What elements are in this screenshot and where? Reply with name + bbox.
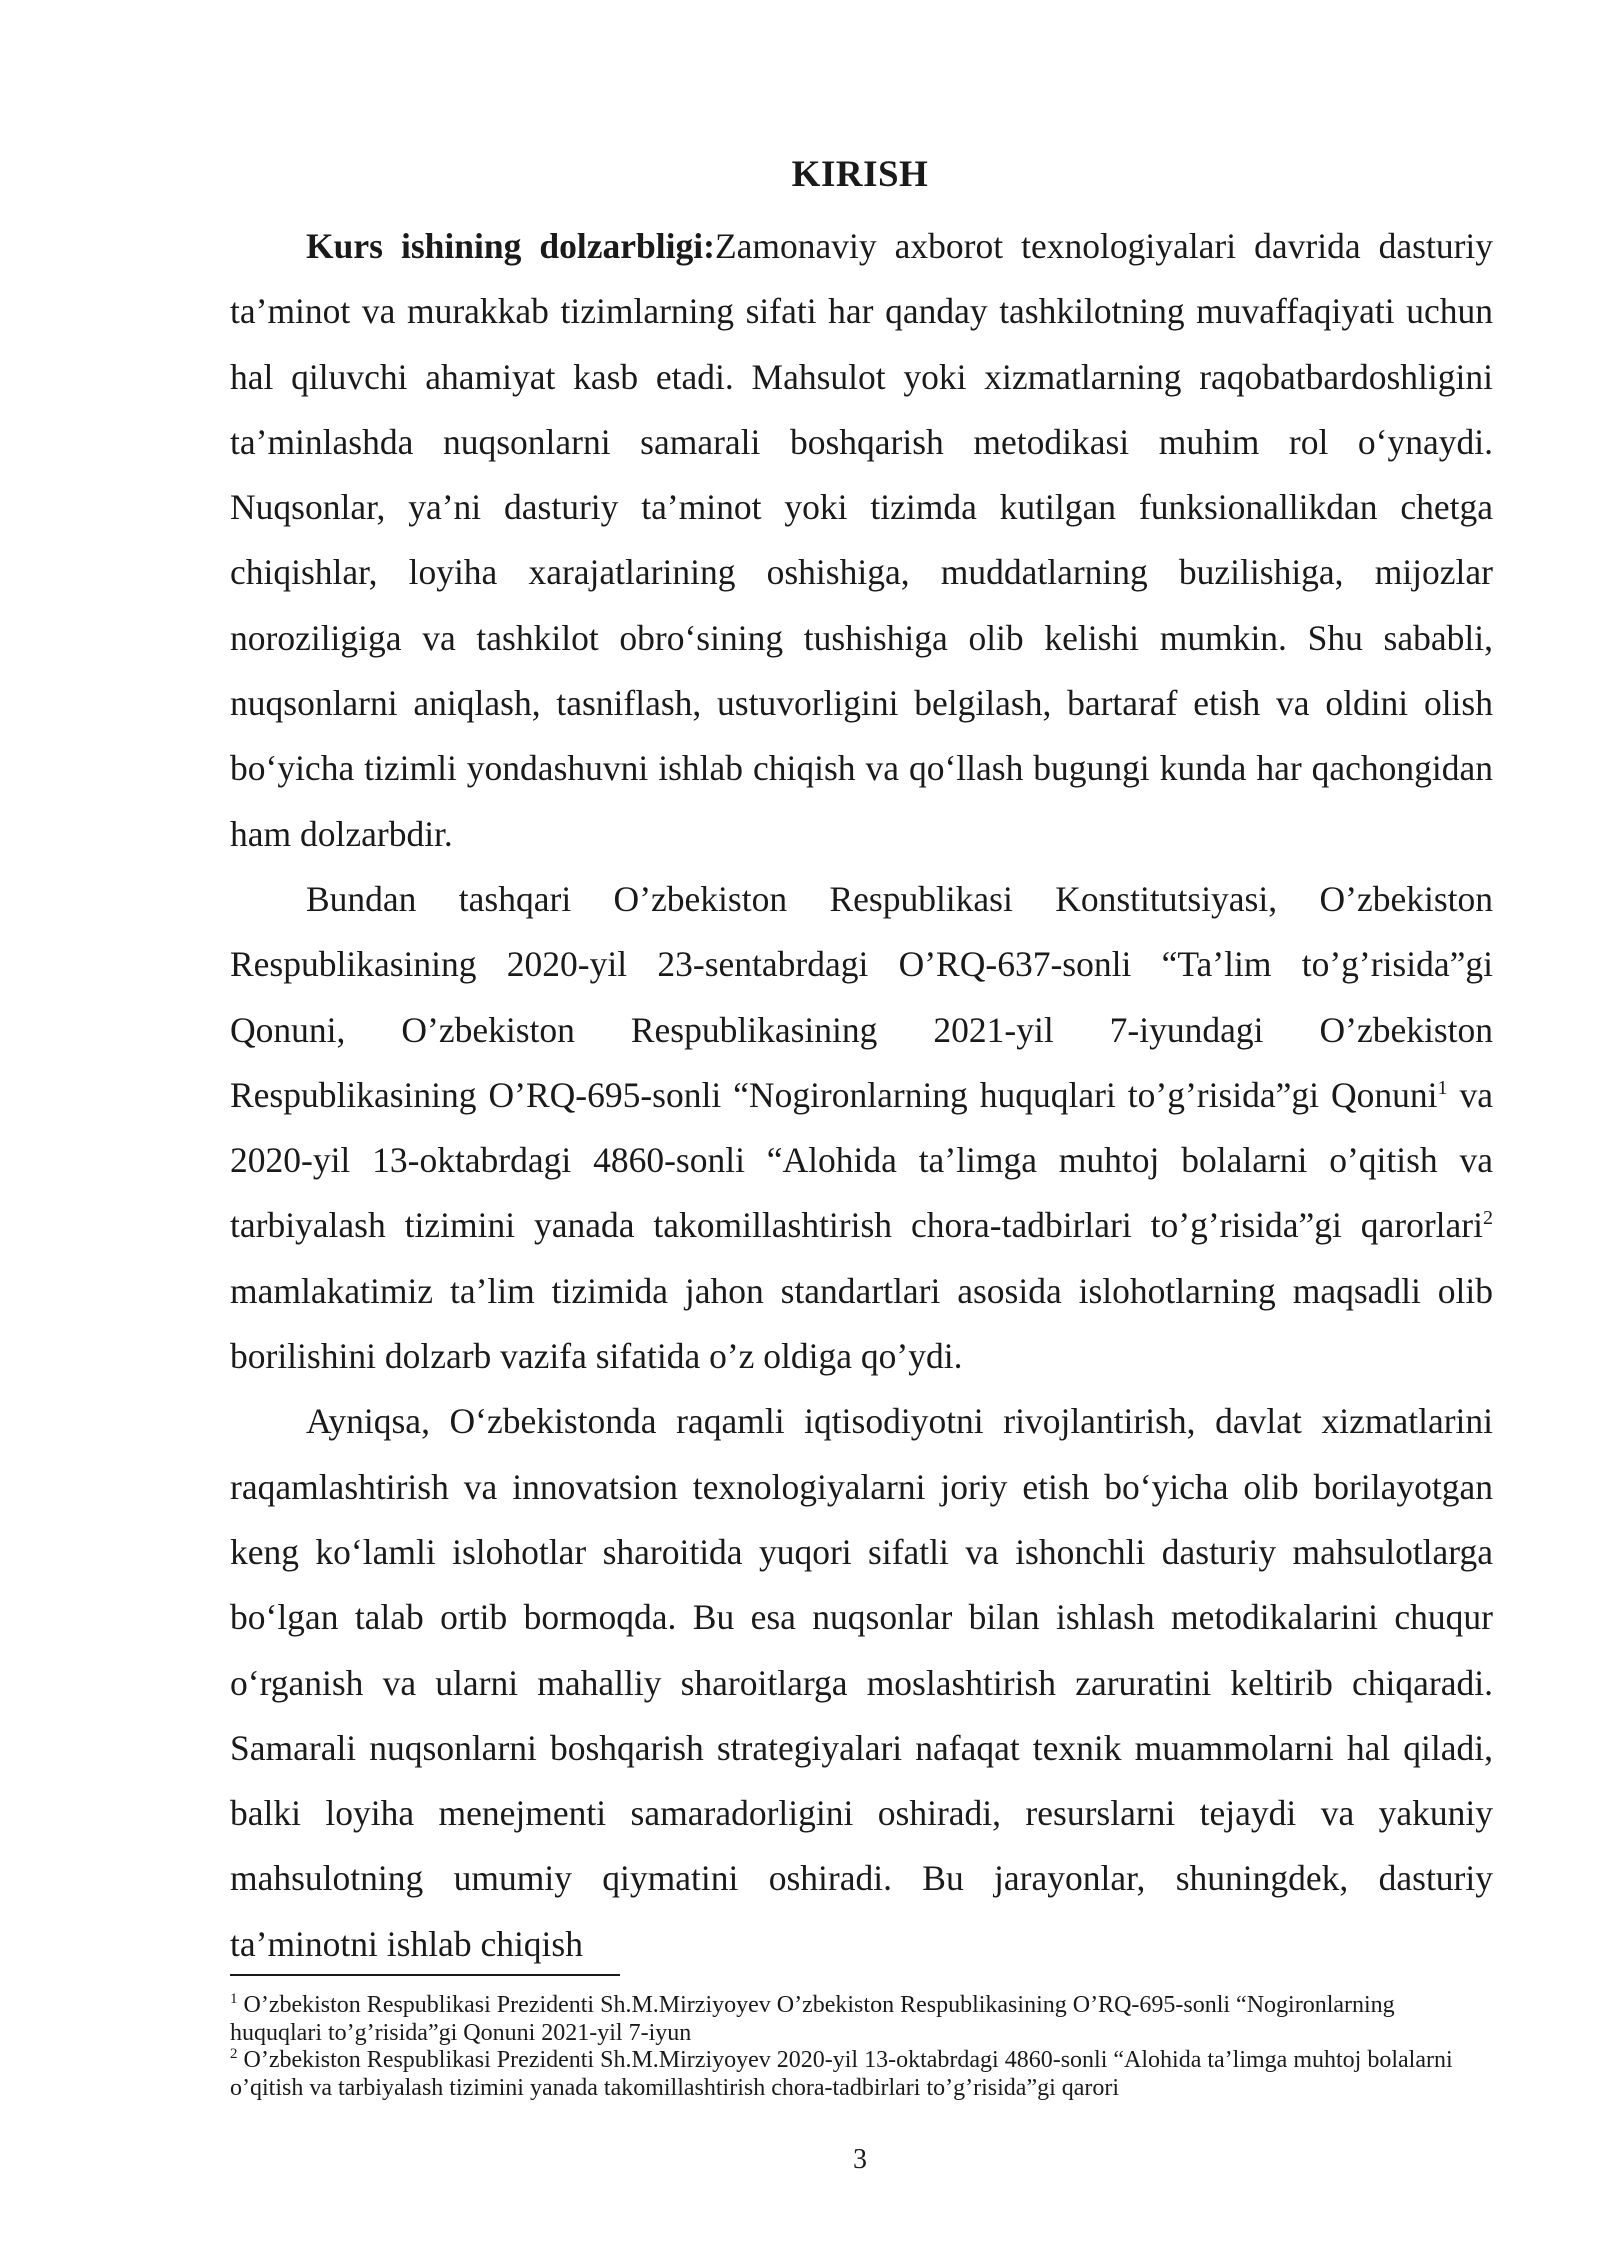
paragraph-text: mamlakatimiz ta’lim tizimida jahon standartlari asosida islohotlarning maqsadli olib borilishini dolzarb vazifa sifatida o’z oldiga qo’ydi. [230,1270,1493,1377]
footnote-marker: 1 [230,1991,238,2007]
paragraph-text: Ayniqsa, O‘zbekistonda raqamli iqtisodiyotni rivojlantirish, davlat xizmatlarini raqamlashtirish va innovatsion texnologiyalarni joriy etish bo‘yicha olib borilayotgan keng ko‘lamli islohotlar sharoitida yuqori sifatli va ishonchli dasturiy mahsulotlarga bo‘lgan talab ortib bormoqda. Bu esa nuqsonlar bilan ishlash metodikalarini chuqur o‘rganish va ularni mahalliy sharoitlarga moslashtirish zaruratini keltirib chiqaradi. Samarali nuqsonlarni boshqarish strategiyalari nafaqat texnik muammolarni hal qiladi, balki loyiha menejmenti samaradorligini oshiradi, resurslarni tejaydi va yakuniy mahsulotning umumiy qiymatini oshiradi. Bu jarayonlar, shuningdek, dasturiy ta’minotni ishlab chiqish [230,1401,1493,1964]
footnote-item [230,1992,1470,2047]
footnote-item [230,2047,1470,2102]
page-number: 3 [853,2144,867,2175]
paragraph-text: va 2020-yil 13-oktabrdagi 4860-sonli “Alohida ta’limga muhtoj bolalarni o’qitish va tarbiyalash tizimini yanada takomillashtirish chora-tadbirlari to’g’risida”gi qarorlari [230,1074,1493,1246]
footnote-reference[interactable]: 1 [1437,1077,1448,1100]
footnote-marker: 2 [230,2046,238,2062]
section-heading: KIRISH [791,154,929,195]
footnote-reference[interactable]: 2 [1483,1207,1493,1230]
paragraph-digital-economy [230,1389,1493,1977]
paragraph-lead: Kurs ishining dolzarbligi: [306,226,715,266]
footnote-separator [230,1974,620,1976]
paragraph-relevance [230,214,1493,867]
paragraph-text: Bundan tashqari O’zbekiston Respublikasi Konstitutsiyasi, O’zbekiston Respublikasining 2020-yil 23-sentabrdagi O’RQ-637-sonli “Ta’lim to’g’risida”gi Qonuni, O’zbekiston Respublikasining 2021-yil 7-iyundagi O’zbekiston Respublikasining O’RQ-695-sonli “Nogironlarning huquqlari to’g’risida”gi Qonuni [230,878,1493,1115]
footnotes [230,1992,1470,2102]
body-text [230,214,1493,1977]
paragraph-legislation [230,867,1493,1389]
footnote-text: O’zbekiston Respublikasi Prezidenti Sh.M.Mirziyoyev O’zbekiston Respublikasining O’RQ-695-sonli “Nogironlarning huquqlari to’g’risida”gi Qonuni 2021-yil 7-iyun [230,1992,1395,2046]
paragraph-text: Zamonaviy axborot texnologiyalari davrida dasturiy ta’minot va murakkab tizimlarning sifati har qanday tashkilotning muvaffaqiyati uchun hal qiluvchi ahamiyat kasb etadi. Mahsulot yoki xizmatlarning raqobatbardoshligini ta’minlashda nuqsonlarni samarali boshqarish metodikasi muhim rol o‘ynaydi. Nuqsonlar, ya’ni dasturiy ta’minot yoki tizimda kutilgan funksionallikdan chetga chiqishlar, loyiha xarajatlarining oshishiga, muddatlarning buzilishiga, mijozlar noroziligiga va tashkilot obro‘sining tushishiga olib kelishi mumkin. Shu sababli, nuqsonlarni aniqlash, tasniflash, ustuvorligini belgilash, bartaraf etish va oldini olish bo‘yicha tizimli yondashuvni ishlab chiqish va qo‘llash bugungi kunda har qachongidan ham dolzarbdir. [230,226,1494,854]
footnote-text: O’zbekiston Respublikasi Prezidenti Sh.M.Mirziyoyev 2020-yil 13-oktabrdagi 4860-sonli “Alohida ta’limga muhtoj bolalarni o’qitish va tarbiyalash tizimini yanada takomillashtirish chora-tadbirlari to’g’risida”gi qarori [230,2047,1453,2101]
